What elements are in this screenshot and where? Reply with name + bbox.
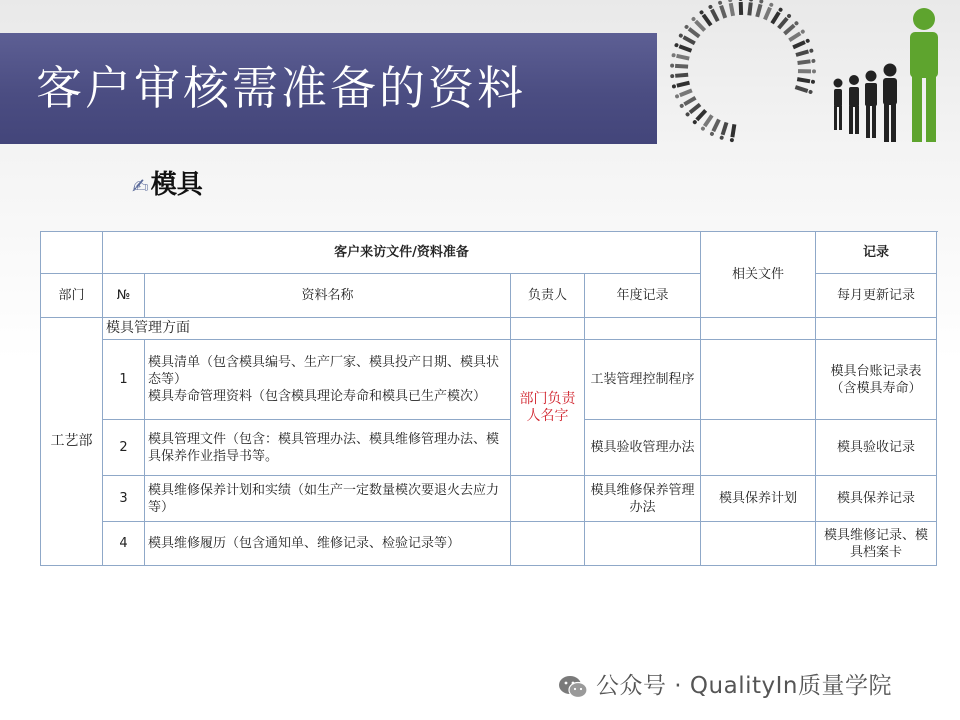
section-empty-owner [511, 318, 585, 340]
header-row-1 [41, 232, 937, 274]
small-figure [763, 2, 774, 20]
small-figure [679, 96, 697, 109]
dept-cell: 工艺部 [41, 318, 103, 566]
row-annual [701, 420, 816, 476]
table-row [41, 522, 937, 566]
footer-watermark [558, 667, 892, 700]
header-owner: 负责人 [511, 274, 585, 318]
table-row [41, 476, 937, 522]
small-figure [670, 73, 688, 79]
header-monthly: 每月更新记录 [816, 274, 937, 318]
header-group-title: 客户来访文件/资料准备 [103, 232, 701, 274]
small-figure [674, 43, 692, 53]
section-row [41, 318, 937, 340]
row-annual: 模具保养计划 [701, 476, 816, 522]
row-no: 2 [103, 420, 145, 476]
section-empty-related [585, 318, 701, 340]
small-figure [672, 81, 690, 89]
row-no: 3 [103, 476, 145, 522]
footer-text: 公众号 · QualityIn质量学院 [596, 673, 892, 699]
row-related: 模具维修保养管理办法 [585, 476, 701, 522]
row-related: 工装管理控制程序 [585, 340, 701, 420]
small-figure [718, 0, 728, 18]
small-figure [728, 0, 735, 16]
section-empty-monthly [816, 318, 937, 340]
small-figure [792, 38, 810, 49]
pen-icon: ✍ [132, 174, 149, 198]
section-empty-annual [701, 318, 816, 340]
table-row [41, 420, 937, 476]
row-monthly: 模具台账记录表（含模具寿命） [816, 340, 937, 420]
small-figure [719, 122, 728, 140]
small-figure [747, 0, 753, 16]
row-monthly: 模具维修记录、模具档案卡 [816, 522, 937, 566]
row-related: 模具验收管理办法 [585, 420, 701, 476]
row-monthly: 模具保养记录 [816, 476, 937, 522]
small-figure [708, 4, 720, 22]
header-annual: 年度记录 [585, 274, 701, 318]
row-doc-name: 模具维修履历（包含通知单、维修记录、检验记录等） [145, 522, 511, 566]
small-figure [798, 69, 816, 73]
section-title: 模具管理方面 [103, 318, 511, 340]
row-monthly: 模具验收记录 [816, 420, 937, 476]
small-figure [678, 33, 696, 45]
header-no: № [103, 274, 145, 318]
bullet-text: 模具 [150, 170, 203, 200]
small-figure [795, 85, 813, 94]
row-related [585, 522, 701, 566]
owner-cell: 部门负责人名字 [511, 340, 585, 476]
bullet-item [132, 164, 203, 201]
small-figure [674, 89, 692, 99]
row-doc-name: 模具清单（包含模具编号、生产厂家、模具投产日期、模具状态等） 模具寿命管理资料（包含模具理论寿命和模具已生产模次） [145, 340, 511, 420]
small-figure [709, 119, 720, 137]
header-dept: 部门 [41, 274, 103, 318]
table-row [41, 340, 937, 420]
row-owner-empty [511, 522, 585, 566]
small-figure [797, 59, 815, 65]
small-figure [670, 64, 688, 69]
small-figure [795, 48, 813, 57]
small-figure [671, 53, 689, 61]
row-no: 1 [103, 340, 145, 420]
small-figure [755, 0, 764, 17]
header-records: 记录 [816, 232, 937, 274]
people-crowd-graphic [658, 0, 960, 150]
header-related-docs: 相关文件 [701, 232, 816, 318]
slide-title: 客户审核需准备的资料 [36, 61, 526, 115]
row-owner-empty [511, 476, 585, 522]
header-blank-cell [41, 232, 103, 274]
small-figure [730, 124, 737, 142]
row-doc-name: 模具管理文件（包含：模具管理办法、模具维修管理办法、模具保养作业指导书等。 [145, 420, 511, 476]
documents-table [40, 231, 937, 566]
row-annual [701, 522, 816, 566]
small-figure [739, 0, 744, 15]
small-figure [770, 7, 783, 24]
small-figure [797, 77, 815, 84]
row-no: 4 [103, 522, 145, 566]
wechat-icon [558, 674, 588, 700]
header-doc-name: 资料名称 [145, 274, 511, 318]
row-doc-name: 模具维修保养计划和实绩（如生产一定数量模次要退火去应力等） [145, 476, 511, 522]
row-annual [701, 340, 816, 420]
